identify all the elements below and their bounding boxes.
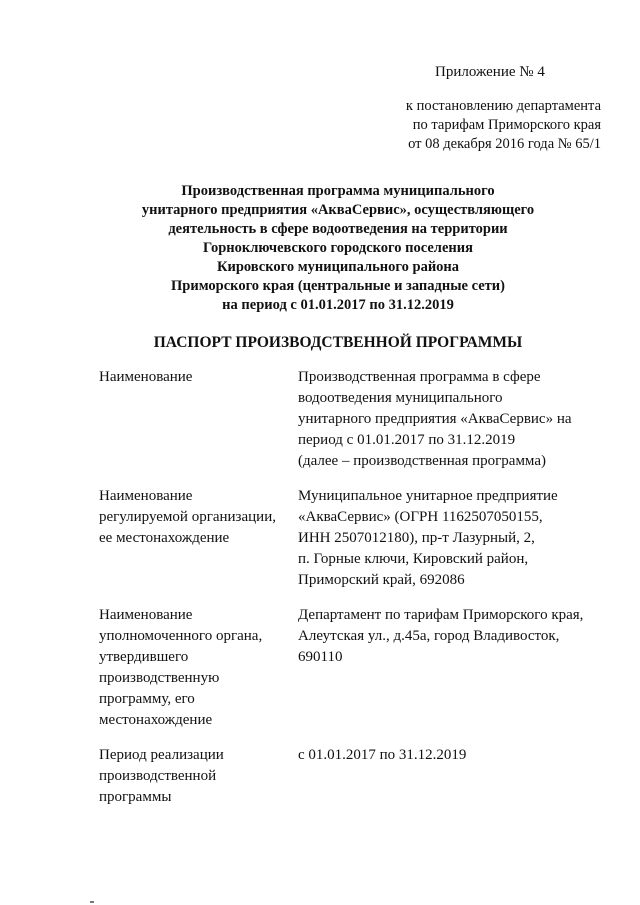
row-value-line: Производственная программа в сфере [298,369,541,385]
appendix-ref-line: к постановлению департамента [405,98,601,114]
row-label-line: Наименование [99,369,193,385]
row-label [99,367,284,388]
scan-mark [90,901,94,903]
row-value-line: водоотведения муниципального [298,390,503,406]
appendix-ref-line: от 08 декабря 2016 года № 65/1 [408,136,601,152]
row-value [298,367,598,472]
title-line: Горноключевского городского поселения [203,240,473,256]
row-value-line: Муниципальное унитарное предприятие [298,488,558,504]
row-value-line: п. Горные ключи, Кировский район, [298,551,529,567]
row-label-line: Наименование [99,607,193,623]
row-label-line: утвердившего [99,649,189,665]
title-line: деятельность в сфере водоотведения на территории [168,221,508,237]
row-label-line: производственную [99,670,220,686]
row-label-line: регулируемой организации, [99,509,276,525]
row-label-line: программы [99,789,172,805]
row-label [99,486,284,549]
appendix-title: Приложение № 4 [435,64,545,80]
row-value-line: унитарного предприятия «АкваСервис» на [298,411,572,427]
title-line: Производственная программа муниципального [181,183,495,199]
appendix-ref-line: по тарифам Приморского края [412,117,601,133]
passport-heading: ПАСПОРТ ПРОИЗВОДСТВЕННОЙ ПРОГРАММЫ [153,334,523,351]
title-line: унитарного предприятия «АкваСервис», осуществляющего [141,202,535,218]
row-label-line: уполномоченного органа, [99,628,263,644]
row-value-line: период с 01.01.2017 по 31.12.2019 [298,432,516,448]
document-title [100,182,576,315]
row-value-line: Алеутская ул., д.45а, город Владивосток, [298,628,560,644]
row-value-line: «АкваСервис» (ОГРН 1162507050155, [298,509,543,525]
row-label-line: местонахождение [99,712,213,728]
row-label-line: программу, его [99,691,195,707]
row-value-line: Приморский край, 692086 [298,572,465,588]
row-value [298,486,598,591]
row-value-line: с 01.01.2017 по 31.12.2019 [298,747,467,763]
row-label-line: ее местонахождение [99,530,230,546]
row-label-line: Период реализации [99,747,224,763]
row-label [99,745,284,808]
row-label-line: производственной [99,768,217,784]
row-value [298,605,598,668]
row-label [99,605,284,731]
title-line: Кировского муниципального района [216,259,460,275]
row-value-line: Департамент по тарифам Приморского края, [298,607,584,623]
row-value-line: ИНН 2507012180), пр-т Лазурный, 2, [298,530,535,546]
title-line: Приморского края (центральные и западные сети) [171,278,505,294]
row-label-line: Наименование [99,488,193,504]
row-value-line: (далее – производственная программа) [298,453,546,469]
title-line: на период с 01.01.2017 по 31.12.2019 [222,297,454,313]
row-value-line: 690110 [298,649,343,665]
row-value [298,745,598,766]
appendix-reference [381,97,601,154]
